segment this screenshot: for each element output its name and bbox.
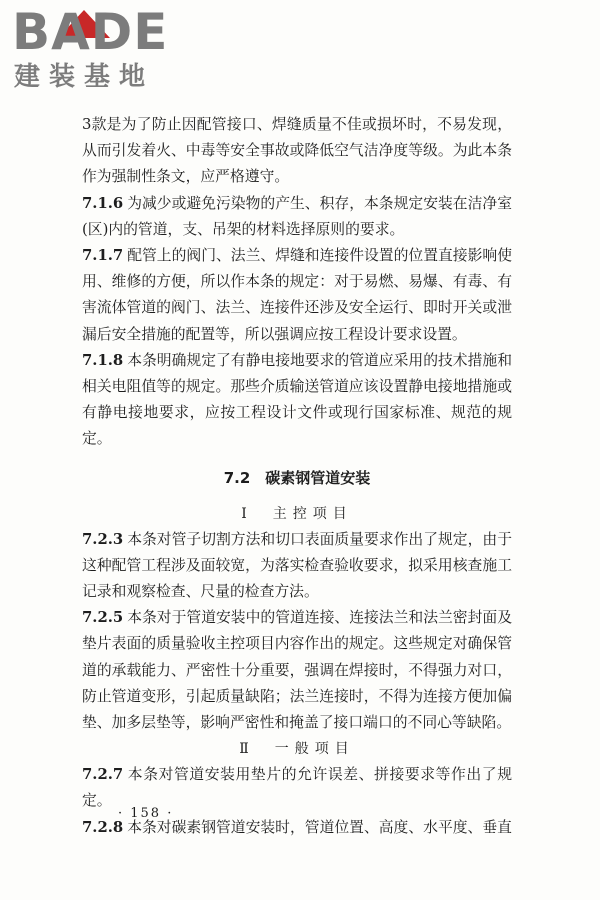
subsection-heading-general-items: Ⅱ 一般项目 xyxy=(239,741,355,758)
clause-number: 7.2.7 xyxy=(82,766,124,784)
page-number: · 158 · xyxy=(118,806,174,821)
paragraph-7-2-5 xyxy=(82,605,512,736)
logo-wordmark: BADE xyxy=(12,3,169,61)
paragraph-text: 本条对碳素钢管道安装时，管道位置、高度、水平度、垂直 xyxy=(127,818,512,836)
paragraph-clause-3 xyxy=(82,112,512,191)
paragraph-text: 配管上的阀门、法兰、焊缝和连接件设置的位置直接影响使用、维修的方便，所以作本条的规定：对于易燃、易爆、有毒、有害流体管道的阀门、法兰、连接件还涉及安全运行、即时开关或泄漏后安全措施的配置等，所以强调应按工程设计要求设置。 xyxy=(82,247,512,343)
paragraph-7-1-8 xyxy=(82,348,512,453)
section-heading: 7.2 碳素钢管道安装 xyxy=(223,468,371,487)
paragraph-text: 本条对管道安装用垫片的允许误差、拼接要求等作出了规定。 xyxy=(82,766,512,810)
logo-subtitle: 建装基地 xyxy=(14,62,155,92)
paragraph-7-1-7 xyxy=(82,243,512,348)
subsection-heading-main-items: Ⅰ 主控项目 xyxy=(241,505,353,522)
paragraph-7-1-6 xyxy=(82,191,512,243)
paragraph-text: 本条明确规定了有静电接地要求的管道应采用的技术措施和相关电阻值等的规定。那些介质输送管道应该设置静电接地措施或有静电接地要求，应按工程设计文件或现行国家标准、规范的规定。 xyxy=(82,351,512,448)
site-logo xyxy=(8,4,178,96)
paragraph-text: 本条对管子切割方法和切口表面质量要求作出了规定，由于这种配管工程涉及面较宽，为落实检查验收要求，拟采用核查施工记录和观察检查、尺量的检查方法。 xyxy=(82,530,512,601)
clause-number: 7.2.3 xyxy=(82,530,124,548)
clause-number: 7.2.8 xyxy=(82,818,124,836)
clause-number: 7.1.8 xyxy=(82,351,124,369)
document-body xyxy=(82,112,512,841)
paragraph-text: 3款是为了防止因配管接口、焊缝质量不佳或损坏时，不易发现，从而引发着火、中毒等安全事故或降低空气洁净度等级。为此本条作为强制性条文，应严格遵守。 xyxy=(82,116,512,186)
paragraph-7-2-3 xyxy=(82,527,512,606)
paragraph-text: 为减少或避免污染物的产生、积存，本条规定安装在洁净室(区)内的管道，支、吊架的材料选择原则的要求。 xyxy=(82,194,512,238)
clause-number: 7.2.5 xyxy=(82,609,124,627)
clause-number: 7.1.7 xyxy=(82,247,124,265)
paragraph-text: 本条对于管道安装中的管道连接、连接法兰和法兰密封面及垫片表面的质量验收主控项目内容作出的规定。这些规定对确保管道的承载能力、严密性十分重要，强调在焊接时，不得强力对口，防止管道变形，引起质量缺陷；法兰连接时，不得为连接方便加偏垫、加多层垫等，影响严密性和掩盖了接口端口的不同心等缺陷。 xyxy=(82,609,512,732)
clause-number: 7.1.6 xyxy=(82,194,124,212)
